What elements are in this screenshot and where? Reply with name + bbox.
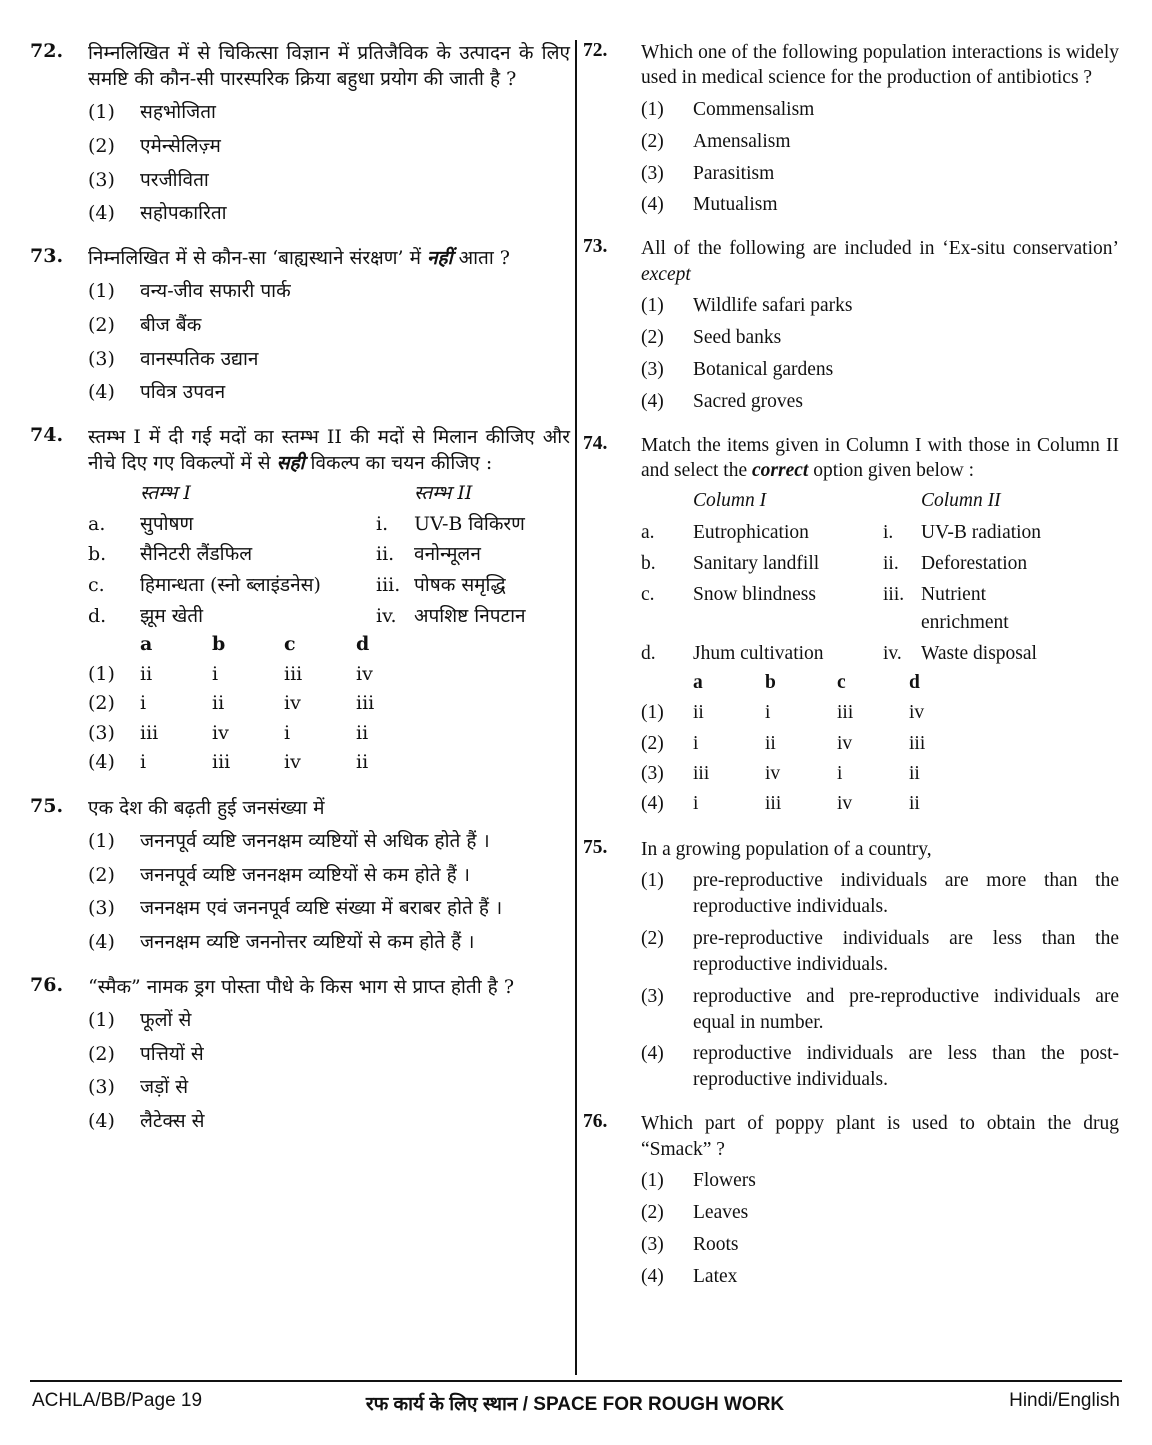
option: (4) पवित्र उपवन (88, 381, 226, 404)
option: (1) सहभोजिता (88, 101, 216, 124)
question-number: 72. (583, 40, 608, 61)
question-text: In a growing population of a country, (641, 838, 932, 860)
question-number: 74. (30, 423, 64, 446)
rough-work-label: रफ कार्य के लिए स्थान / SPACE FOR ROUGH WORK (365, 1394, 785, 1415)
question-72-english (583, 40, 1119, 218)
question-73-english (583, 236, 1119, 414)
question-number: 74. (583, 432, 608, 454)
option: (1) फूलों से (88, 1008, 192, 1031)
language-label: Hindi/English (1009, 1390, 1120, 1411)
match-row: b. सैनिटरी लैंडफिल ii. वनोन्मूलन (88, 543, 481, 566)
question-number: 76. (583, 1111, 608, 1133)
option: (1) Wildlife safari parks (641, 295, 853, 317)
question-number: 73. (30, 245, 64, 267)
option: (2) Leaves (641, 1201, 749, 1223)
match-row: d. Jhum cultivation iv. Waste disposal (641, 642, 1037, 664)
hindi-column (30, 40, 570, 1152)
question-text: Match the items given in Column I with those in Column II and select the correct option given below : (641, 434, 1119, 482)
option: (4) जननक्षम व्यष्टि जननोत्तर व्यष्टियों से कम होते हैं । (88, 931, 475, 954)
question-74-english (583, 433, 1119, 819)
answer-header: a b c d (140, 633, 370, 656)
question-text: एक देश की बढ़ती हुई जनसंख्या में (88, 796, 325, 819)
option: (3) जननक्षम एवं जननपूर्व व्यष्टि संख्या में बराबर होते हैं । (88, 897, 503, 920)
option: (3) Roots (641, 1233, 739, 1255)
option: (1) pre-reproductive individuals are more than the reproductive individuals. (641, 869, 1119, 917)
question-text: “स्मैक” नामक ड्रग पोस्ता पौधे के किस भाग से प्राप्त होती है ? (88, 975, 515, 998)
option: (4) reproductive individuals are less than the post-reproductive individuals. (641, 1043, 1119, 1091)
question-text: Which one of the following population interactions is widely used in medical science for the production of antibiotics ? (641, 42, 1119, 89)
option: (3) Botanical gardens (641, 358, 834, 380)
answer-option: (2) i ii iv iii (641, 732, 926, 754)
answer-option: (2) i ii iv iii (88, 692, 375, 715)
option: (2) पत्तियों से (88, 1042, 204, 1065)
match-row: d. झूम खेती iv. अपशिष्ट निपटान (88, 604, 526, 627)
option: (2) pre-reproductive individuals are less than the reproductive individuals. (641, 927, 1119, 975)
match-row: a. Eutrophication i. UV-B radiation (641, 521, 1042, 543)
answer-option: (3) iii iv i ii (88, 721, 369, 744)
question-text: स्तम्भ I में दी गई मदों का स्तम्भ II की मदों से मिलान कीजिए और नीचे दिए गए विकल्पों में से सही विकल्प का चयन कीजिए : (88, 425, 570, 474)
question-74-hindi (30, 424, 570, 777)
question-76-english (583, 1111, 1119, 1289)
question-number: 73. (583, 236, 608, 258)
answer-header: a b c d (693, 672, 920, 694)
answer-option: (4) i iii iv ii (88, 751, 369, 774)
answer-option: (4) i iii iv ii (641, 793, 920, 815)
option: (3) वानस्पतिक उद्यान (88, 347, 259, 370)
question-number: 72. (30, 40, 64, 62)
option: (4) सहोपकारिता (88, 202, 227, 225)
english-column (583, 40, 1119, 1308)
question-text: निम्नलिखित में से चिकित्सा विज्ञान में प्रतिजैविक के उत्पादन के लिए समष्टि की कौन-सी पारस्परिक क्रिया बहुधा प्रयोग की जाती है ? (88, 42, 570, 91)
page-footer (30, 1388, 1120, 1418)
option: (4) Latex (641, 1265, 738, 1287)
question-number: 75. (30, 794, 64, 817)
question-72-hindi (30, 40, 570, 227)
option: (1) जननपूर्व व्यष्टि जननक्षम व्यष्टियों से अधिक होते हैं । (88, 830, 490, 853)
option: (3) Parasitism (641, 162, 775, 184)
match-header: स्तम्भ I स्तम्भ II (140, 482, 473, 505)
option: (3) जड़ों से (88, 1076, 189, 1099)
option: (1) वन्य-जीव सफारी पार्क (88, 280, 291, 303)
question-73-hindi (30, 245, 570, 406)
option: (1) Flowers (641, 1169, 756, 1191)
question-75-hindi (30, 795, 570, 956)
question-text: All of the following are included in ‘Ex-situ conservation’ except (641, 238, 1119, 285)
page-code: ACHLA/BB/Page 19 (32, 1390, 203, 1411)
question-number: 76. (30, 973, 64, 996)
option: (2) बीज बैंक (88, 313, 202, 336)
option: (2) Amensalism (641, 130, 791, 152)
match-row: b. Sanitary landfill ii. Deforestation (641, 553, 1028, 575)
option: (2) जननपूर्व व्यष्टि जननक्षम व्यष्टियों से कम होते हैं । (88, 863, 470, 886)
answer-option: (3) iii iv i ii (641, 763, 920, 785)
question-76-hindi (30, 974, 570, 1135)
question-text: Which part of poppy plant is used to obtain the drug “Smack” ? (641, 1113, 1119, 1160)
footer-rule (30, 1380, 1122, 1382)
match-row: c. Snow blindness iii. Nutrient enrichment (641, 584, 1009, 633)
option: (4) Mutualism (641, 194, 778, 216)
option: (3) reproductive and pre-reproductive individuals are equal in number. (641, 985, 1119, 1033)
question-number: 75. (583, 836, 608, 858)
answer-option: (1) ii i iii iv (641, 702, 925, 724)
match-row: c. हिमान्धता (स्नो ब्लाइंडनेस) iii. पोषक समृद्धि (88, 574, 506, 596)
option: (4) Sacred groves (641, 390, 803, 412)
answer-option: (1) ii i iii iv (88, 662, 373, 685)
option: (2) Seed banks (641, 326, 782, 348)
match-header: Column I Column II (693, 490, 1001, 512)
question-text: निम्नलिखित में से कौन-सा ‘बाह्यस्थाने संरक्षण’ में नहीं आता ? (88, 247, 510, 269)
option: (2) एमेन्सेलिज़्म (88, 135, 221, 158)
option: (3) परजीविता (88, 168, 209, 191)
column-divider (575, 40, 577, 1375)
question-75-english (583, 837, 1119, 1094)
option: (4) लैटेक्स से (88, 1109, 205, 1132)
option: (1) Commensalism (641, 98, 815, 120)
match-row: a. सुपोषण i. UV-B विकिरण (88, 512, 525, 535)
